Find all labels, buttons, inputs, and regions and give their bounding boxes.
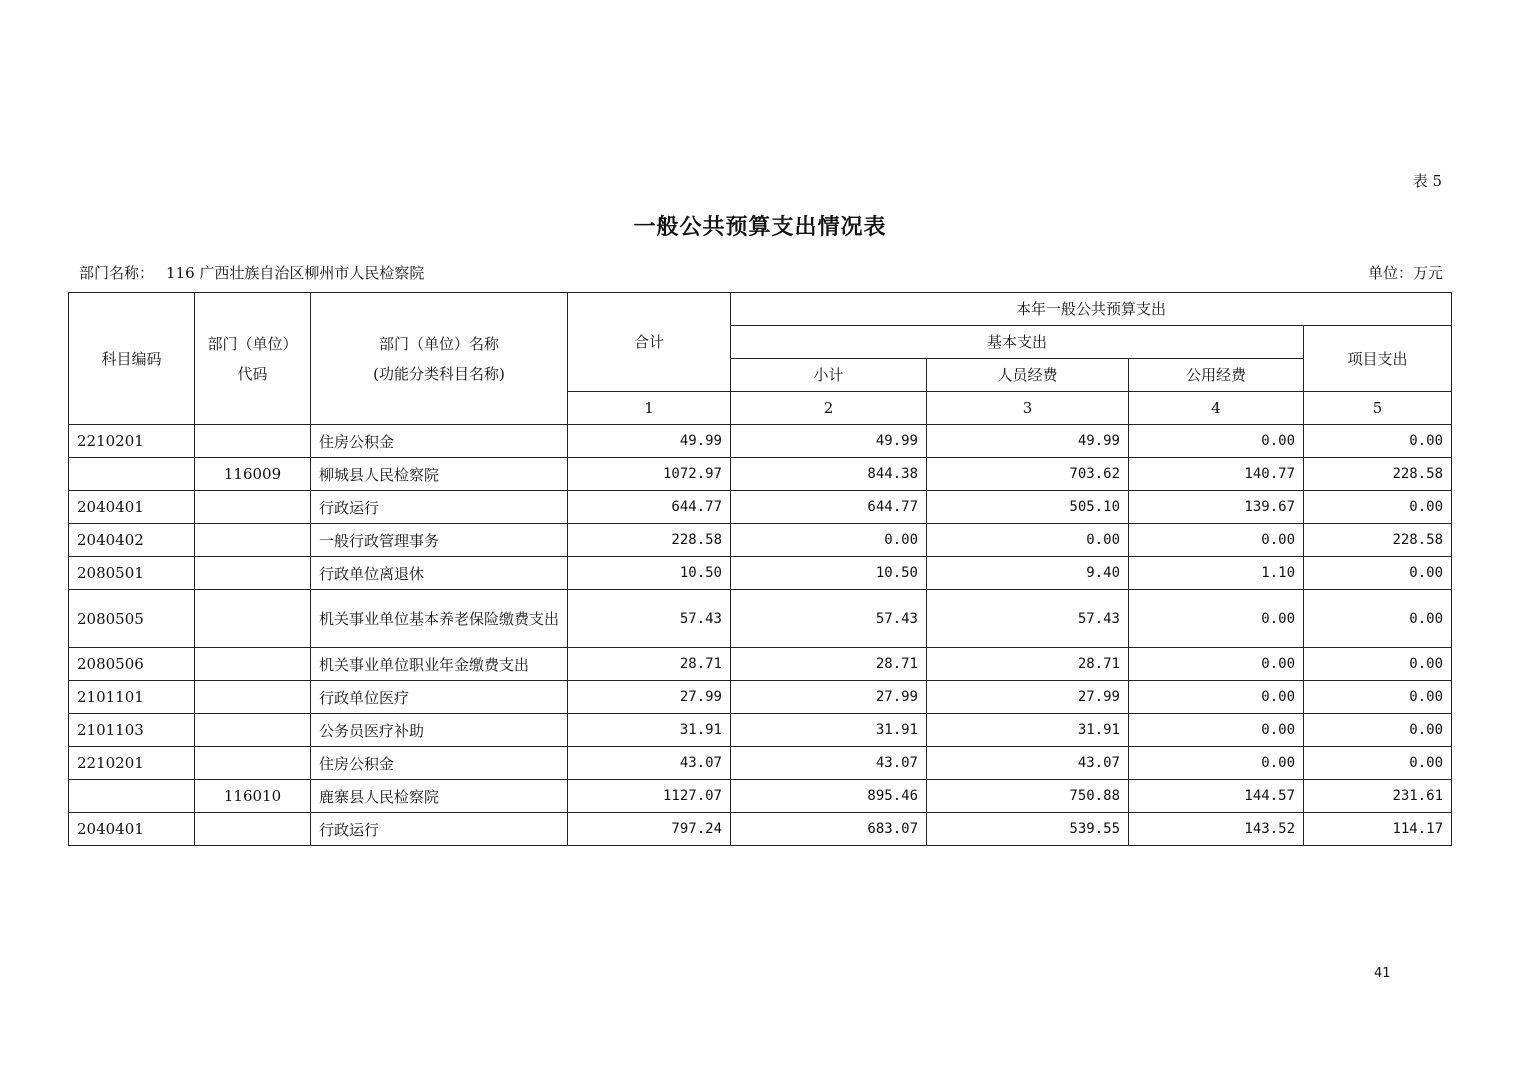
table-number: 表 5 [1412,172,1442,190]
table-row [69,524,1452,557]
cell-code: 2080501 [69,557,195,590]
cell-total: 57.43 [568,590,731,648]
cell-personnel: 31.91 [927,714,1129,747]
cell-personnel: 505.10 [927,491,1129,524]
cell-public: 0.00 [1129,524,1304,557]
cell-subtotal: 43.07 [731,747,927,780]
cell-project: 0.00 [1304,590,1452,648]
cell-name: 行政运行 [311,491,568,524]
cell-personnel: 57.43 [927,590,1129,648]
document-title: 一般公共预算支出情况表 [633,214,887,240]
header-col-2: 2 [731,392,927,425]
cell-name: 鹿寨县人民检察院 [311,780,568,813]
cell-code: 2040401 [69,813,195,846]
cell-public: 0.00 [1129,648,1304,681]
cell-code: 2080506 [69,648,195,681]
cell-total: 644.77 [568,491,731,524]
cell-total: 1072.97 [568,458,731,491]
cell-subtotal: 683.07 [731,813,927,846]
cell-name: 机关事业单位职业年金缴费支出 [311,648,568,681]
cell-personnel: 0.00 [927,524,1129,557]
cell-name: 公务员医疗补助 [311,714,568,747]
cell-project: 0.00 [1304,557,1452,590]
unit-label: 单位：万元 [1367,264,1443,282]
header-dept-code-line2: 代码 [237,364,268,383]
cell-code [69,458,195,491]
cell-dept-code: 116009 [195,458,311,491]
cell-public: 0.00 [1129,425,1304,458]
cell-dept-code [195,681,311,714]
cell-name: 柳城县人民检察院 [311,458,568,491]
cell-dept-code [195,557,311,590]
cell-public: 0.00 [1129,747,1304,780]
cell-project: 0.00 [1304,747,1452,780]
table-header [69,293,1452,425]
header-col-5: 5 [1304,392,1452,425]
table-row [69,648,1452,681]
table-row [69,747,1452,780]
header-subtotal: 小计 [731,359,927,392]
header-current-year: 本年一般公共预算支出 [731,293,1452,326]
cell-personnel: 28.71 [927,648,1129,681]
cell-subtotal: 49.99 [731,425,927,458]
cell-code: 2101101 [69,681,195,714]
cell-subtotal: 644.77 [731,491,927,524]
cell-subtotal: 10.50 [731,557,927,590]
cell-public: 143.52 [1129,813,1304,846]
department-name: 116 广西壮族自治区柳州市人民检察院 [166,264,425,282]
cell-public: 1.10 [1129,557,1304,590]
department-label: 部门名称： [79,264,155,282]
cell-code: 2101103 [69,714,195,747]
cell-project: 0.00 [1304,425,1452,458]
cell-name: 一般行政管理事务 [311,524,568,557]
cell-total: 27.99 [568,681,731,714]
cell-personnel: 9.40 [927,557,1129,590]
cell-total: 1127.07 [568,780,731,813]
cell-total: 797.24 [568,813,731,846]
cell-name: 机关事业单位基本养老保险缴费支出 [311,590,568,648]
cell-subtotal: 28.71 [731,648,927,681]
cell-total: 28.71 [568,648,731,681]
table-row [69,780,1452,813]
cell-subtotal: 31.91 [731,714,927,747]
cell-subtotal: 844.38 [731,458,927,491]
table-row [69,491,1452,524]
table-row [69,813,1452,846]
cell-public: 144.57 [1129,780,1304,813]
cell-code: 2210201 [69,747,195,780]
header-col-4: 4 [1129,392,1304,425]
header-total: 合计 [568,293,731,392]
cell-code [69,780,195,813]
cell-dept-code [195,714,311,747]
cell-code: 2080505 [69,590,195,648]
cell-project: 0.00 [1304,714,1452,747]
header-dept-name-line1: 部门（单位）名称 [378,334,499,353]
cell-dept-code [195,425,311,458]
table-row [69,590,1452,648]
cell-public: 0.00 [1129,714,1304,747]
header-subject-code: 科目编码 [69,293,195,425]
cell-code: 2040401 [69,491,195,524]
cell-code: 2210201 [69,425,195,458]
cell-dept-code [195,491,311,524]
header-dept-code-line1: 部门（单位） [207,334,298,353]
cell-public: 0.00 [1129,681,1304,714]
header-personnel: 人员经费 [927,359,1129,392]
cell-total: 31.91 [568,714,731,747]
cell-personnel: 49.99 [927,425,1129,458]
budget-table [68,292,1452,846]
cell-project: 0.00 [1304,491,1452,524]
cell-subtotal: 895.46 [731,780,927,813]
cell-dept-code [195,747,311,780]
header-col-1: 1 [568,392,731,425]
cell-dept-code [195,524,311,557]
cell-public: 0.00 [1129,590,1304,648]
table-body [69,425,1452,846]
cell-dept-code [195,648,311,681]
cell-personnel: 703.62 [927,458,1129,491]
cell-personnel: 539.55 [927,813,1129,846]
cell-public: 140.77 [1129,458,1304,491]
header-basic: 基本支出 [731,326,1304,359]
table-row [69,425,1452,458]
cell-project: 231.61 [1304,780,1452,813]
cell-project: 0.00 [1304,648,1452,681]
cell-personnel: 750.88 [927,780,1129,813]
cell-dept-code [195,813,311,846]
header-project: 项目支出 [1304,326,1452,392]
header-col-3: 3 [927,392,1129,425]
header-public: 公用经费 [1129,359,1304,392]
cell-project: 228.58 [1304,524,1452,557]
page-number: 41 [1374,966,1391,981]
header-dept-code [195,293,311,425]
cell-personnel: 43.07 [927,747,1129,780]
cell-project: 114.17 [1304,813,1452,846]
table-row [69,458,1452,491]
cell-dept-code: 116010 [195,780,311,813]
department-line [79,262,424,283]
cell-code: 2040402 [69,524,195,557]
cell-personnel: 27.99 [927,681,1129,714]
cell-subtotal: 0.00 [731,524,927,557]
cell-total: 49.99 [568,425,731,458]
cell-name: 行政单位离退休 [311,557,568,590]
header-dept-name-line2: (功能分类科目名称) [373,364,505,383]
cell-total: 43.07 [568,747,731,780]
cell-name: 行政运行 [311,813,568,846]
cell-project: 0.00 [1304,681,1452,714]
cell-dept-code [195,590,311,648]
table-row [69,557,1452,590]
cell-subtotal: 27.99 [731,681,927,714]
cell-public: 139.67 [1129,491,1304,524]
header-dept-name [311,293,568,425]
cell-project: 228.58 [1304,458,1452,491]
table-row [69,714,1452,747]
table-row [69,681,1452,714]
cell-name: 行政单位医疗 [311,681,568,714]
cell-name: 住房公积金 [311,425,568,458]
cell-total: 228.58 [568,524,731,557]
cell-total: 10.50 [568,557,731,590]
cell-name: 住房公积金 [311,747,568,780]
cell-subtotal: 57.43 [731,590,927,648]
